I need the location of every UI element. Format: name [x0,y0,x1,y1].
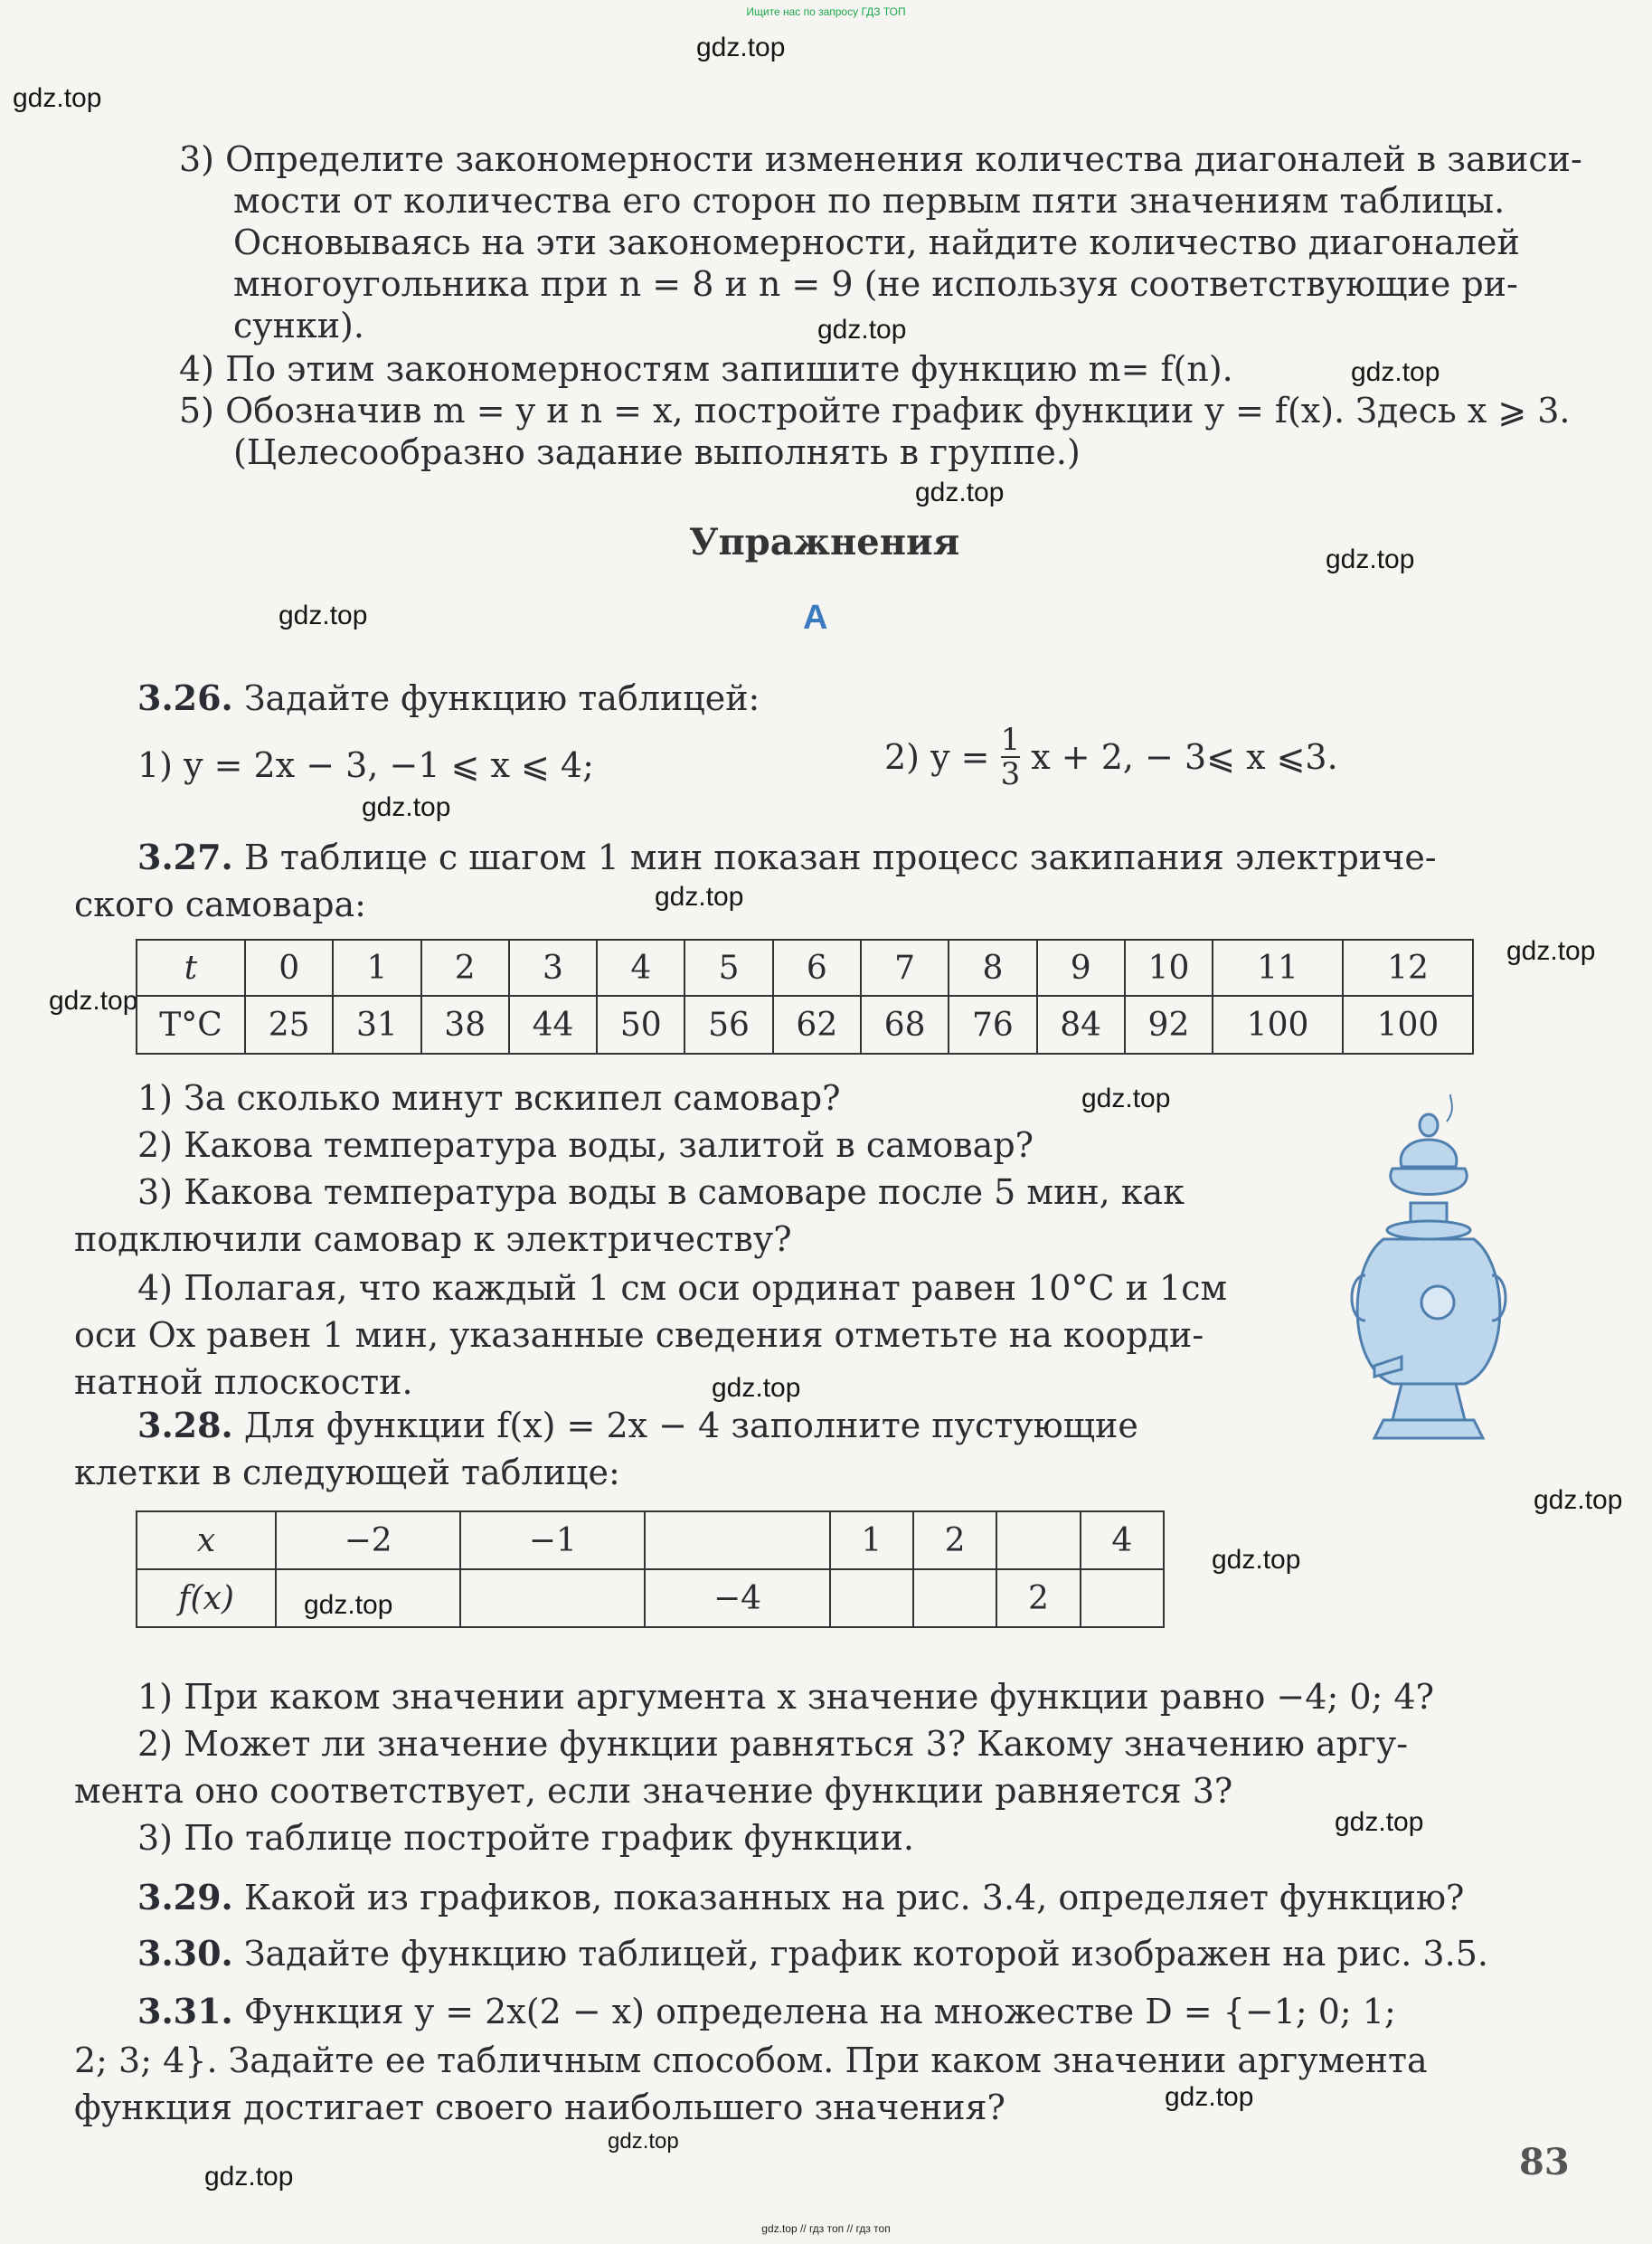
table-cell: 11 [1213,940,1343,996]
task3-line5: сунки). [233,306,364,346]
function-table [136,1510,1165,1628]
fraction-numerator: 1 [1000,722,1021,758]
samovar-table [136,939,1474,1055]
watermark: gdz.top [13,83,102,113]
table-header-cell: x [137,1511,276,1569]
ex327-q4: 4) Полагая, что каждый 1 см оси ординат равен 10°C и 1см [137,1268,1228,1308]
table-cell [996,1511,1080,1569]
table-cell: 12 [1343,940,1473,996]
watermark: gdz.top [817,315,907,345]
watermark: gdz.top [1081,1084,1171,1113]
top-banner: Ищите нас по запросу ГДЗ ТОП [746,5,906,18]
watermark: gdz.top [1212,1545,1301,1575]
table-cell: 5 [684,940,772,996]
task5-note: (Целесообразно задание выполнять в группе.) [233,432,1081,472]
table-cell: 100 [1343,996,1473,1054]
watermark: gdz.top [1506,936,1596,966]
table-cell: 84 [1037,996,1125,1054]
exercise-text: Задайте функцию таблицей, график которой изображен на рис. 3.5. [243,1934,1488,1974]
task4-line: 4) По этим закономерностям запишите функцию m= f(n). [179,349,1233,389]
table-header-cell: f(x) [137,1569,276,1627]
table-cell: 1 [333,940,420,996]
ex328-line2: клетки в следующей таблице: [74,1453,620,1492]
exercise-number: 3.26. [137,677,233,718]
exercise-text: Какой из графиков, показанных на рис. 3.4, определяет функцию? [243,1878,1465,1917]
exercise-number: 3.27. [137,837,233,877]
table-cell: 1 [830,1511,913,1569]
watermark: gdz.top [608,2129,679,2154]
watermark: gdz.top [915,478,1005,507]
fraction-denominator: 3 [1000,756,1021,792]
exercise-3-28 [137,1404,1138,1447]
watermark: gdz.top [49,986,138,1016]
table-cell: −1 [460,1511,645,1569]
table-row [137,940,1473,996]
exercise-number: 3.29. [137,1877,233,1917]
exercise-3-29 [137,1876,1464,1919]
table-row [137,996,1473,1054]
watermark: gdz.top [362,792,451,822]
ex327-line2: ского самовара: [74,885,366,924]
table-cell: 44 [509,996,597,1054]
table-cell: 4 [1081,1511,1164,1569]
ex327-q1: 1) За сколько минут вскипел самовар? [137,1078,841,1118]
watermark: gdz.top [1351,357,1440,387]
page-number: 83 [1519,2141,1570,2183]
table-cell: 2 [996,1569,1080,1627]
table-cell: 4 [597,940,684,996]
table-cell: 0 [245,940,333,996]
table-cell: 9 [1037,940,1125,996]
exercise-number: 3.31. [137,1991,233,2031]
table-cell: 7 [861,940,949,996]
ex326-part2-lhs: 2) y = [884,737,990,777]
ex327-q4-cont2: натной плоскости. [74,1362,413,1402]
ex328-q2: 2) Может ли значение функции равняться 3? Какому значению аргу- [137,1724,1409,1764]
exercise-text: Задайте функцию таблицей: [243,678,760,718]
table-cell [460,1569,645,1627]
exercise-3-31 [137,1990,1396,2033]
watermark: gdz.top [204,2162,294,2192]
watermark: gdz.top [278,601,368,630]
table-cell: 62 [773,996,861,1054]
table-cell: 10 [1125,940,1213,996]
ex327-q3-cont: подключили самовар к электричеству? [74,1219,792,1259]
bottom-banner: gdz.top // гдз топ // гдз топ [761,2222,891,2235]
table-cell: 25 [245,996,333,1054]
ex328-q3: 3) По таблице постройте график функции. [137,1818,914,1858]
watermark: gdz.top [1335,1807,1424,1837]
task3-line2: мости от количества его сторон по первым пяти значениям таблицы. [233,181,1506,221]
task3-line1: 3) Определите закономерности изменения количества диагоналей в зависи- [179,139,1582,179]
table-cell: 92 [1125,996,1213,1054]
exercise-text: В таблице с шагом 1 мин показан процесс закипания электриче- [243,838,1437,877]
table-header-cell: T°C [137,996,245,1054]
section-heading: Упражнения [689,521,960,563]
table-cell [1081,1569,1164,1627]
table-cell: −4 [645,1569,829,1627]
table-cell: 6 [773,940,861,996]
table-cell [913,1569,996,1627]
table-cell: −2 [276,1511,460,1569]
table-cell: 50 [597,996,684,1054]
ex331-line3: функция достигает своего наибольшего значения? [74,2088,1005,2127]
watermark: gdz.top [1326,544,1415,574]
task3-line4: многоугольника при n = 8 и n = 9 (не используя соответствующие ри- [233,264,1518,304]
exercise-3-26 [137,677,760,720]
table-cell [276,1569,460,1627]
table-cell [830,1569,913,1627]
ex326-part2-rhs: x + 2, − 3⩽ x ⩽3. [1031,737,1338,777]
table-cell: 100 [1213,996,1343,1054]
exercise-3-30 [137,1932,1488,1975]
watermark: gdz.top [696,33,786,62]
table-cell: 76 [949,996,1036,1054]
watermark: gdz.top [304,1590,393,1620]
ex327-q3: 3) Какова температура воды в самоваре после 5 мин, как [137,1172,1185,1212]
exercise-number: 3.30. [137,1933,233,1974]
ex331-line2: 2; 3; 4}. Задайте ее табличным способом. При каком значении аргумента [74,2040,1428,2080]
fraction [1001,724,1021,791]
watermark: gdz.top [1165,2082,1254,2112]
exercise-number: 3.28. [137,1405,233,1445]
table-cell: 2 [913,1511,996,1569]
table-cell: 68 [861,996,949,1054]
table-row [137,1569,1164,1627]
exercise-3-27 [137,836,1437,879]
exercise-text: Функция y = 2x(2 − x) определена на множестве D = {−1; 0; 1; [243,1992,1396,2031]
exercise-text: Для функции f(x) = 2x − 4 заполните пустующие [243,1406,1138,1445]
ex328-q2-cont: мента оно соответствует, если значение функции равняется 3? [74,1771,1233,1811]
watermark: gdz.top [712,1373,801,1403]
ex326-part1: 1) y = 2x − 3, −1 ⩽ x ⩽ 4; [137,745,594,785]
task3-line3: Основываясь на эти закономерности, найдите количество диагоналей [233,223,1520,262]
ex326-part2 [884,724,1338,791]
table-cell: 8 [949,940,1036,996]
ex328-q1: 1) При каком значении аргумента x значение функции равно −4; 0; 4? [137,1677,1434,1717]
task5-line: 5) Обозначив m = y и n = x, постройте график функции y = f(x). Здесь x ⩾ 3. [179,391,1571,431]
level-marker: A [803,599,828,637]
table-row [137,1511,1164,1569]
table-cell: 38 [421,996,509,1054]
ex327-q4-cont1: оси Ox равен 1 мин, указанные сведения отметьте на коорди- [74,1315,1204,1355]
watermark: gdz.top [1534,1485,1623,1515]
table-cell: 31 [333,996,420,1054]
table-cell: 3 [509,940,597,996]
table-cell: 56 [684,996,772,1054]
table-cell: 2 [421,940,509,996]
samovar-illustration [1338,1094,1546,1447]
table-header-cell: t [137,940,245,996]
ex327-q2: 2) Какова температура воды, залитой в самовар? [137,1125,1034,1165]
table-cell [645,1511,829,1569]
watermark: gdz.top [655,882,744,912]
